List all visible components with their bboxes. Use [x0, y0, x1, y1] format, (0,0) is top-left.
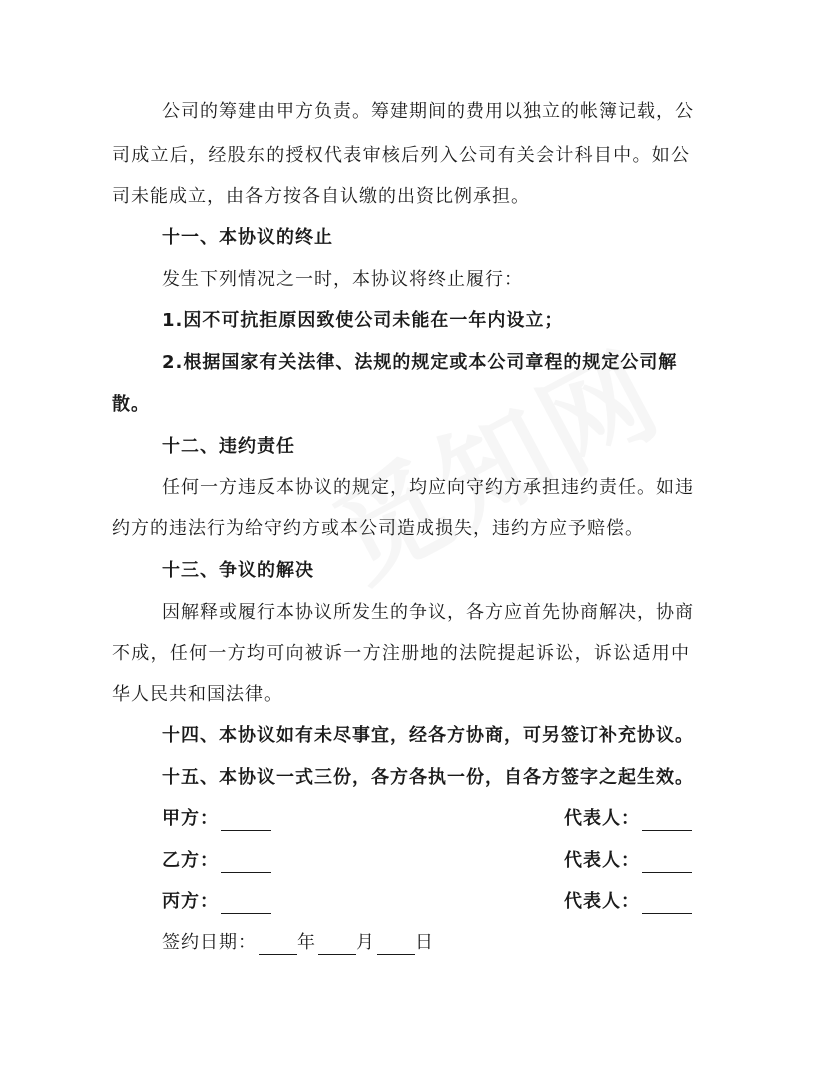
signature-label: 代表人：	[564, 850, 640, 871]
signature-party-a	[162, 807, 271, 831]
paragraph-line: 司未能成立，由各方按各自认缴的出资比例承担。	[112, 186, 530, 207]
paragraph-line: 公司的筹建由甲方负责。筹建期间的费用以独立的帐簿记载，公	[162, 101, 694, 122]
list-item: 1.因不可抗拒原因致使公司未能在一年内设立；	[162, 310, 564, 331]
paragraph-line: 华人民共和国法律。	[112, 684, 283, 705]
clause-line: 十四、本协议如有未尽事宜，经各方协商，可另签订补充协议。	[162, 725, 694, 746]
paragraph-line: 任何一方违反本协议的规定，均应向守约方承担违约责任。如违	[162, 477, 694, 498]
signature-blank	[221, 854, 271, 873]
signature-label: 代表人：	[564, 891, 640, 912]
clause-line: 十五、本协议一式三份，各方各执一份，自各方签字之起生效。	[162, 767, 694, 788]
signature-label: 乙方：	[162, 850, 219, 871]
paragraph-line: 因解释或履行本协议所发生的争议，各方应首先协商解决，协商	[162, 602, 694, 623]
date-label: 签约日期：	[162, 932, 257, 953]
signature-blank	[642, 895, 692, 914]
signature-representative-b	[564, 849, 692, 873]
paragraph-line: 发生下列情况之一时，本协议将终止履行：	[162, 269, 523, 290]
signature-representative-c	[564, 890, 692, 914]
paragraph-line: 司成立后，经股东的授权代表审核后列入公司有关会计科目中。如公	[112, 145, 690, 166]
year-label: 年	[297, 932, 316, 953]
section-title: 十一、本协议的终止	[162, 227, 333, 248]
year-blank	[259, 936, 297, 955]
signing-date	[162, 931, 434, 955]
signature-blank	[642, 812, 692, 831]
paragraph-line: 不成，任何一方均可向被诉一方注册地的法院提起诉讼，诉讼适用中	[112, 643, 690, 664]
paragraph-line: 约方的违法行为给守约方或本公司造成损失，违约方应予赔偿。	[112, 518, 644, 539]
signature-label: 代表人：	[564, 808, 640, 829]
signature-party-c	[162, 890, 271, 914]
signature-label: 甲方：	[162, 808, 219, 829]
list-item-continuation: 散。	[112, 394, 150, 415]
signature-representative-a	[564, 807, 692, 831]
signature-blank	[221, 812, 271, 831]
signature-party-b	[162, 849, 271, 873]
day-label: 日	[415, 932, 434, 953]
signature-blank	[642, 854, 692, 873]
month-label: 月	[356, 932, 375, 953]
signature-label: 丙方：	[162, 891, 219, 912]
signature-blank	[221, 895, 271, 914]
section-title: 十三、争议的解决	[162, 560, 314, 581]
section-title: 十二、违约责任	[162, 436, 295, 457]
list-item: 2.根据国家有关法律、法规的规定或本公司章程的规定公司解	[162, 352, 678, 373]
day-blank	[377, 936, 415, 955]
month-blank	[318, 936, 356, 955]
